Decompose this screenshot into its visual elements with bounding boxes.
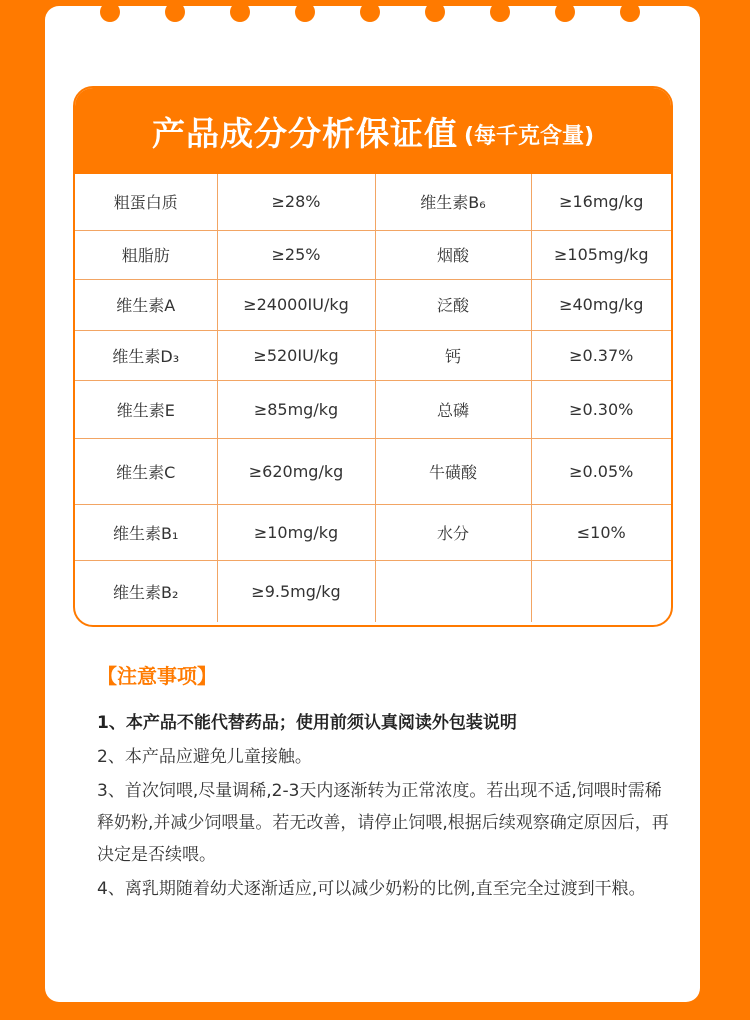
nutrition-table bbox=[73, 86, 673, 627]
nutrient-value-cell bbox=[531, 560, 671, 622]
nutrient-name-cell: 维生素B₁ bbox=[75, 504, 217, 560]
nutrient-name-cell: 总磷 bbox=[375, 380, 531, 438]
note-item: 1、本产品不能代替药品；使用前须认真阅读外包装说明 bbox=[97, 713, 517, 733]
nutrient-name-cell: 维生素A bbox=[75, 279, 217, 330]
nutrient-name-cell bbox=[375, 560, 531, 622]
table-row bbox=[75, 174, 671, 230]
nutrient-value-cell: ≥10mg/kg bbox=[217, 504, 375, 560]
table-row bbox=[75, 230, 671, 279]
note-item: 4、离乳期随着幼犬逐渐适应,可以减少奶粉的比例,直至完全过渡到干粮。 bbox=[97, 879, 646, 899]
nutrient-value-cell: ≥0.30% bbox=[531, 380, 671, 438]
nutrient-name-cell: 维生素E bbox=[75, 380, 217, 438]
nutrient-value-cell: ≥620mg/kg bbox=[217, 438, 375, 504]
binder-ring bbox=[100, 2, 120, 22]
nutrient-value-cell: ≥16mg/kg bbox=[531, 174, 671, 230]
nutrient-value-cell: ≥105mg/kg bbox=[531, 230, 671, 279]
binder-ring bbox=[295, 2, 315, 22]
binder-ring bbox=[360, 2, 380, 22]
nutrient-value-cell: ≥0.37% bbox=[531, 330, 671, 380]
nutrient-name-cell: 粗蛋白质 bbox=[75, 174, 217, 230]
nutrient-value-cell: ≥40mg/kg bbox=[531, 279, 671, 330]
nutrient-name-cell: 维生素B₂ bbox=[75, 560, 217, 622]
nutrient-value-cell: ≥9.5mg/kg bbox=[217, 560, 375, 622]
nutrient-value-cell: ≥25% bbox=[217, 230, 375, 279]
nutrient-value-cell: ≥28% bbox=[217, 174, 375, 230]
nutrient-grid bbox=[75, 174, 671, 622]
binder-ring bbox=[490, 2, 510, 22]
table-row bbox=[75, 504, 671, 560]
table-row bbox=[75, 560, 671, 622]
table-row bbox=[75, 330, 671, 380]
binder-ring bbox=[620, 2, 640, 22]
note-item: 2、本产品应避免儿童接触。 bbox=[97, 747, 312, 767]
nutrient-name-cell: 牛磺酸 bbox=[375, 438, 531, 504]
notes-title: 【注意事项】 bbox=[97, 664, 217, 688]
note-item: 3、首次饲喂,尽量调稀,2-3天内逐渐转为正常浓度。若出现不适,饲喂时需稀释奶粉,并减少饲喂量。若无改善，请停止饲喂,根据后续观察确定原因后，再决定是否续喂。 bbox=[97, 781, 669, 865]
nutrient-value-cell: ≥0.05% bbox=[531, 438, 671, 504]
nutrient-value-cell: ≥520IU/kg bbox=[217, 330, 375, 380]
content-card bbox=[45, 6, 700, 1002]
nutrient-name-cell: 粗脂肪 bbox=[75, 230, 217, 279]
nutrient-value-cell: ≥85mg/kg bbox=[217, 380, 375, 438]
table-subtitle: (每千克含量) bbox=[463, 123, 595, 149]
table-title: 产品成分分析保证值 bbox=[151, 113, 458, 153]
nutrient-name-cell: 维生素B₆ bbox=[375, 174, 531, 230]
nutrient-value-cell: ≤10% bbox=[531, 504, 671, 560]
table-header bbox=[75, 88, 671, 174]
table-row bbox=[75, 380, 671, 438]
binder-ring bbox=[230, 2, 250, 22]
table-row bbox=[75, 279, 671, 330]
nutrient-name-cell: 水分 bbox=[375, 504, 531, 560]
binder-ring bbox=[555, 2, 575, 22]
nutrient-name-cell: 烟酸 bbox=[375, 230, 531, 279]
nutrient-name-cell: 泛酸 bbox=[375, 279, 531, 330]
table-row bbox=[75, 438, 671, 504]
nutrient-name-cell: 维生素C bbox=[75, 438, 217, 504]
nutrient-value-cell: ≥24000IU/kg bbox=[217, 279, 375, 330]
notes-section bbox=[97, 660, 677, 907]
nutrient-name-cell: 维生素D₃ bbox=[75, 330, 217, 380]
binder-ring bbox=[165, 2, 185, 22]
binder-ring bbox=[425, 2, 445, 22]
nutrient-name-cell: 钙 bbox=[375, 330, 531, 380]
